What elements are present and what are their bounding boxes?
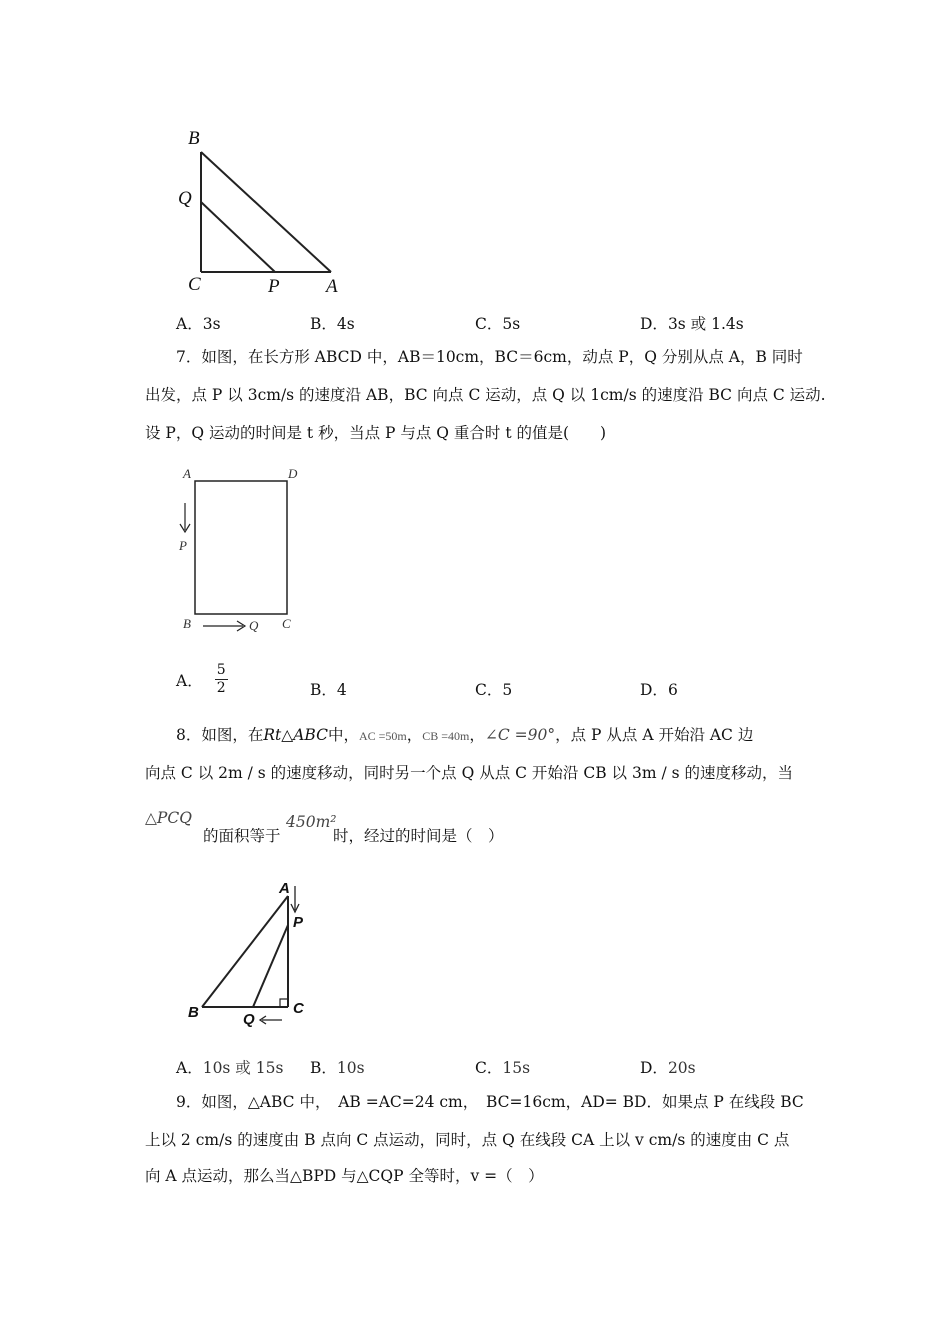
- label-c: C: [293, 1000, 304, 1017]
- fraction-five-halves: $\frac{5}{2}$: [216, 662, 226, 696]
- q9-line-1: 9．如图，△ABC 中， AB =AC=24 cm， BC=16cm，AD= BD．如果点 P 在线段 BC: [176, 1093, 804, 1111]
- q8-area-value: 450m²: [286, 813, 337, 831]
- q8-area-text: 的面积等于: [203, 827, 281, 845]
- q8-option-a[interactable]: A．10s 或 15s: [176, 1059, 284, 1077]
- right-angle-mark: [280, 999, 288, 1007]
- label-a: A: [279, 880, 290, 897]
- label-b: B: [188, 128, 200, 149]
- q7-option-c[interactable]: C．5: [475, 681, 513, 699]
- q8-line-3-end: 时，经过的时间是（ ）: [333, 827, 504, 845]
- q7-option-b[interactable]: B．4: [310, 681, 347, 699]
- label-q: Q: [243, 1011, 255, 1028]
- q8-triangle-pcq: △PCQ: [145, 809, 192, 827]
- q8-line-2: 向点 C 以 2m / s 的速度移动，同时另一个点 Q 从点 C 开始沿 CB 以 3m / s 的速度移动，当: [145, 764, 793, 782]
- q9-line-2: 上以 2 cm/s 的速度由 B 点向 C 点运动，同时，点 Q 在线段 CA 上以 v cm/s 的速度由 C 点: [145, 1131, 790, 1149]
- q6-option-d[interactable]: D．3s 或 1.4s: [640, 315, 744, 333]
- q7-option-d[interactable]: D．6: [640, 681, 678, 699]
- label-p: P: [268, 276, 280, 297]
- q7-line-1: 7．如图，在长方形 ABCD 中，AB＝10cm，BC＝6cm，动点 P，Q 分别从点 A，B 同时: [176, 348, 803, 366]
- q8-option-b[interactable]: B．10s: [310, 1059, 365, 1077]
- q6-option-b[interactable]: B．4s: [310, 315, 355, 333]
- label-c: C: [282, 616, 291, 631]
- q6-option-c[interactable]: C．5s: [475, 315, 521, 333]
- q6-option-a[interactable]: A．3s: [176, 315, 221, 333]
- label-p: P: [293, 914, 304, 931]
- q8-option-c[interactable]: C．15s: [475, 1059, 531, 1077]
- q7-option-a[interactable]: A． $\frac{5}{2}$: [176, 662, 226, 696]
- q9-line-3: 向 A 点运动，那么当△BPD 与△CQP 全等时，v =（ ）: [145, 1167, 544, 1185]
- label-a: A: [326, 276, 338, 297]
- label-q: Q: [249, 618, 259, 633]
- label-b: B: [188, 1004, 199, 1021]
- segment-ab: [202, 896, 288, 1007]
- q7-line-3: 设 P，Q 运动的时间是 t 秒，当点 P 与点 Q 重合时 t 的值是( ): [145, 424, 607, 442]
- q8-option-d[interactable]: D．20s: [640, 1059, 696, 1077]
- q8-line-1: 8．如图，在Rt△ABC中，AC =50m，CB =40m，∠C =90°，点 P 从点 A 开始沿 AC 边: [176, 726, 754, 744]
- label-q: Q: [178, 188, 192, 209]
- segment-pq: [253, 925, 288, 1007]
- label-d: D: [288, 466, 298, 481]
- label-c: C: [188, 274, 201, 295]
- q7-line-2: 出发，点 P 以 3cm/s 的速度沿 AB，BC 向点 C 运动，点 Q 以 1cm/s 的速度沿 BC 向点 C 运动.: [145, 386, 826, 404]
- label-p: P: [179, 538, 187, 553]
- label-a: A: [183, 466, 191, 481]
- label-b: B: [183, 616, 191, 631]
